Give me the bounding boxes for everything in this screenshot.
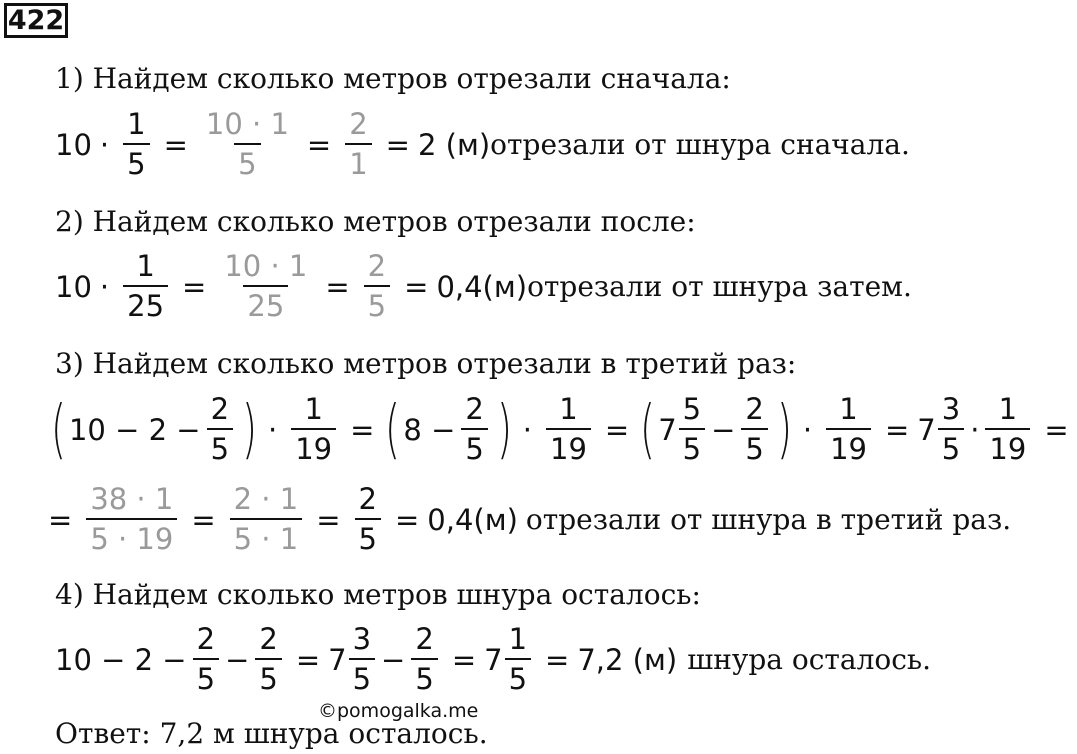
result: 2 (м) — [417, 127, 491, 162]
problem-number: 422 — [4, 3, 68, 38]
fraction: $\frac{2}{5}$ — [255, 625, 281, 694]
fraction: $\frac{1}{19}$ — [826, 395, 871, 464]
step-3-heading: 3) Найдем сколько метров отрезали в третий раз: — [55, 347, 797, 380]
watermark: ©pomogalka.me — [318, 700, 479, 722]
mixed-number: 7 $\frac{5}{5}$ — [658, 395, 711, 464]
step-4-math: 10 − 2 − $\frac{2}{5}$ − $\frac{2}{5}$ = 7 $\frac{3}{5}$ − $\frac{2}{5}$ = 7 $\frac{1}{5}$ = 7,2 (м) шнура осталось. — [55, 622, 932, 696]
step-3-math-line-1: ( 10 − 2 − $\frac{2}{5}$ ) · $\frac{1}{19}$ = ( 8 − $\frac{2}{5}$ ) · $\frac{1}{19}$ = ( 7 $\frac{5}{5}$ − $\frac{2}{5}$ ) · $\frac{1}{19}$ = 7 $\frac{3}{5}$ · $\frac{1}{19}$ = — [50, 392, 1069, 467]
answer: Ответ: 7,2 м шнура осталось. — [55, 717, 488, 750]
fraction-gray: $\frac{38 \cdot 1}{5 \cdot 19}$ — [86, 485, 177, 554]
result: 0,4(м) — [436, 269, 528, 304]
step-1-math: 10 · $\frac{1}{5}$ = $\frac{10 \cdot 1}{5}$ = $\frac{2}{1}$ = 2 (м) отрезали от шнура сначала. — [55, 107, 910, 181]
step-2-math: 10 · $\frac{1}{25}$ = $\frac{10 \cdot 1}{25}$ = $\frac{2}{5}$ = 0,4(м) отрезали от шнура затем. — [55, 249, 912, 323]
fraction: $\frac{1}{19}$ — [985, 395, 1030, 464]
mixed-number: 7 $\frac{3}{5}$ — [328, 625, 381, 694]
fraction: $\frac{2}{5}$ — [461, 395, 487, 464]
step-3-math-line-2: = $\frac{38 \cdot 1}{5 \cdot 19}$ = $\frac{2 \cdot 1}{5 \cdot 1}$ = $\frac{2}{5}$ = 0,4(м) отрезали от шнура в третий раз. — [48, 482, 1012, 556]
fraction: $\frac{1}{5}$ — [123, 110, 149, 179]
fraction: $\frac{1}{25}$ — [123, 252, 168, 321]
step-2-heading: 2) Найдем сколько метров отрезали после: — [55, 205, 696, 238]
fraction: $\frac{1}{19}$ — [291, 395, 336, 464]
fraction: $\frac{2}{5}$ — [193, 625, 219, 694]
mixed-number: 7 $\frac{1}{5}$ — [484, 625, 537, 694]
step-1-heading: 1) Найдем сколько метров отрезали сначала: — [55, 62, 731, 95]
fraction: $\frac{2}{5}$ — [355, 485, 381, 554]
fraction-gray: $\frac{10 \cdot 1}{25}$ — [224, 249, 308, 323]
fraction-gray: $\frac{2}{1}$ — [345, 110, 371, 179]
fraction-gray: $\frac{2}{5}$ — [364, 252, 390, 321]
explanation: отрезали от шнура в третий раз. — [525, 503, 1012, 536]
explanation: отрезали от шнура сначала. — [490, 128, 910, 161]
explanation: отрезали от шнура затем. — [527, 270, 912, 303]
fraction: $\frac{2}{5}$ — [411, 625, 437, 694]
explanation: шнура осталось. — [687, 643, 932, 676]
fraction-gray: $\frac{2 \cdot 1}{5 \cdot 1}$ — [230, 485, 303, 554]
result: 7,2 (м) — [577, 642, 678, 677]
mixed-number: 7 $\frac{3}{5}$ — [917, 395, 970, 464]
fraction-gray: $\frac{10 \cdot 1}{5}$ — [205, 107, 289, 181]
term: 10 — [55, 127, 92, 162]
fraction: $\frac{2}{5}$ — [741, 395, 767, 464]
step-4-heading: 4) Найдем сколько метров шнура осталось: — [55, 578, 701, 611]
fraction: $\frac{1}{19}$ — [546, 395, 591, 464]
result: 0,4(м) — [427, 502, 518, 537]
fraction: $\frac{2}{5}$ — [207, 395, 233, 464]
